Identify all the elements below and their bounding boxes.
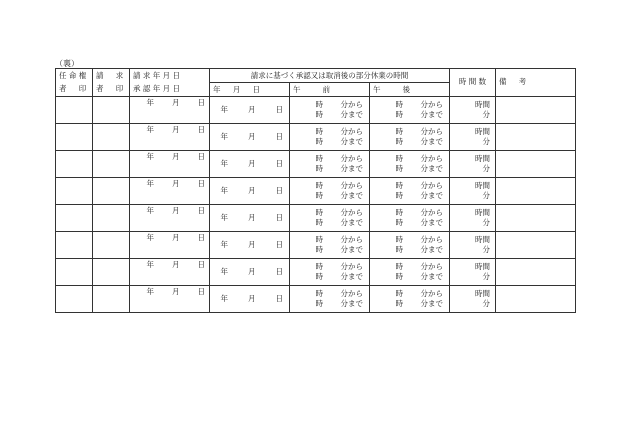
remarks-cell[interactable]	[496, 259, 576, 286]
appointer-seal-cell[interactable]	[56, 259, 93, 286]
table-row	[56, 232, 576, 259]
remarks-cell[interactable]	[496, 97, 576, 124]
appointer-seal-cell[interactable]	[56, 205, 93, 232]
request-approval-date-cell[interactable]: 年 月 日	[130, 151, 210, 178]
appointer-seal-cell[interactable]	[56, 178, 93, 205]
remarks-cell[interactable]	[496, 151, 576, 178]
afternoon-time-cell[interactable]: 時 分から 時 分まで	[370, 124, 450, 151]
hours-count-cell[interactable]: 時間 分	[450, 232, 496, 259]
morning-time-cell[interactable]: 時 分から 時 分まで	[290, 286, 370, 313]
appointer-seal-cell[interactable]	[56, 232, 93, 259]
hours-count-cell[interactable]: 時間 分	[450, 124, 496, 151]
remarks-cell[interactable]	[496, 178, 576, 205]
requester-seal-cell[interactable]	[93, 151, 130, 178]
header-morning: 午 前	[290, 83, 370, 97]
leave-date-cell[interactable]: 年 月 日	[210, 286, 290, 313]
requester-seal-cell[interactable]	[93, 286, 130, 313]
request-approval-date-cell[interactable]: 年 月 日	[130, 205, 210, 232]
appointer-seal-cell[interactable]	[56, 286, 93, 313]
header-requester-seal: 請 求 者 印	[93, 69, 130, 97]
hours-count-cell[interactable]: 時間 分	[450, 205, 496, 232]
morning-time-cell[interactable]: 時 分から 時 分まで	[290, 178, 370, 205]
requester-seal-cell[interactable]	[93, 259, 130, 286]
afternoon-time-cell[interactable]: 時 分から 時 分まで	[370, 259, 450, 286]
header-hours-count: 時 間 数	[450, 69, 496, 97]
afternoon-time-cell[interactable]: 時 分から 時 分まで	[370, 232, 450, 259]
page-label: （裏）	[55, 59, 79, 68]
table-row	[56, 97, 576, 124]
leave-date-cell[interactable]: 年 月 日	[210, 259, 290, 286]
header-remarks: 備 考	[496, 69, 576, 97]
leave-date-cell[interactable]: 年 月 日	[210, 178, 290, 205]
hours-count-cell[interactable]: 時間 分	[450, 97, 496, 124]
requester-seal-cell[interactable]	[93, 232, 130, 259]
afternoon-time-cell[interactable]: 時 分から 時 分まで	[370, 286, 450, 313]
hours-count-cell[interactable]: 時間 分	[450, 259, 496, 286]
leave-date-cell[interactable]: 年 月 日	[210, 124, 290, 151]
requester-seal-cell[interactable]	[93, 178, 130, 205]
table-row	[56, 178, 576, 205]
table-row	[56, 124, 576, 151]
remarks-cell[interactable]	[496, 286, 576, 313]
afternoon-time-cell[interactable]: 時 分から 時 分まで	[370, 151, 450, 178]
remarks-cell[interactable]	[496, 124, 576, 151]
hours-count-cell[interactable]: 時間 分	[450, 151, 496, 178]
morning-time-cell[interactable]: 時 分から 時 分まで	[290, 97, 370, 124]
appointer-seal-cell[interactable]	[56, 97, 93, 124]
morning-time-cell[interactable]: 時 分から 時 分まで	[290, 151, 370, 178]
leave-date-cell[interactable]: 年 月 日	[210, 232, 290, 259]
requester-seal-cell[interactable]	[93, 97, 130, 124]
header-afternoon: 午 後	[370, 83, 450, 97]
afternoon-time-cell[interactable]: 時 分から 時 分まで	[370, 97, 450, 124]
request-approval-date-cell[interactable]: 年 月 日	[130, 286, 210, 313]
appointer-seal-cell[interactable]	[56, 124, 93, 151]
requester-seal-cell[interactable]	[93, 205, 130, 232]
morning-time-cell[interactable]: 時 分から 時 分まで	[290, 124, 370, 151]
table-row	[56, 286, 576, 313]
request-approval-date-cell[interactable]: 年 月 日	[130, 97, 210, 124]
appointer-seal-cell[interactable]	[56, 151, 93, 178]
header-leave-date: 年 月 日	[210, 83, 290, 97]
remarks-cell[interactable]	[496, 205, 576, 232]
table-row	[56, 259, 576, 286]
request-approval-date-cell[interactable]: 年 月 日	[130, 232, 210, 259]
morning-time-cell[interactable]: 時 分から 時 分まで	[290, 259, 370, 286]
request-approval-date-cell[interactable]: 年 月 日	[130, 124, 210, 151]
requester-seal-cell[interactable]	[93, 124, 130, 151]
table-row	[56, 205, 576, 232]
afternoon-time-cell[interactable]: 時 分から 時 分まで	[370, 205, 450, 232]
morning-time-cell[interactable]: 時 分から 時 分まで	[290, 205, 370, 232]
leave-date-cell[interactable]: 年 月 日	[210, 97, 290, 124]
remarks-cell[interactable]	[496, 232, 576, 259]
leave-date-cell[interactable]: 年 月 日	[210, 205, 290, 232]
partial-leave-table	[55, 68, 576, 313]
request-approval-date-cell[interactable]: 年 月 日	[130, 178, 210, 205]
header-request-approval-date: 請 求 年 月 日 承 認 年 月 日	[130, 69, 210, 97]
morning-time-cell[interactable]: 時 分から 時 分まで	[290, 232, 370, 259]
hours-count-cell[interactable]: 時間 分	[450, 178, 496, 205]
table-row	[56, 151, 576, 178]
request-approval-date-cell[interactable]: 年 月 日	[130, 259, 210, 286]
header-appointer-seal: 任 命 権 者 印	[56, 69, 93, 97]
header-leave-section-title: 請求に基づく承認又は取消後の部分休業の時間	[210, 69, 450, 83]
afternoon-time-cell[interactable]: 時 分から 時 分まで	[370, 178, 450, 205]
hours-count-cell[interactable]: 時間 分	[450, 286, 496, 313]
leave-date-cell[interactable]: 年 月 日	[210, 151, 290, 178]
